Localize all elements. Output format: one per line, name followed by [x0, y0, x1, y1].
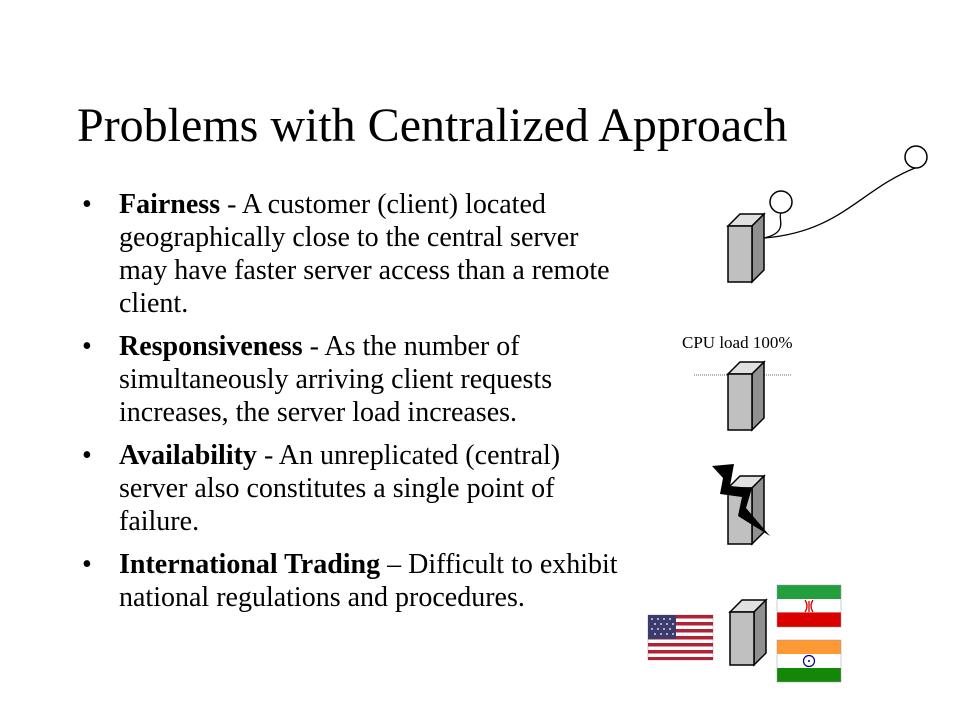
- iran-flag-icon: [777, 585, 841, 627]
- bullet-dot: •: [82, 189, 92, 220]
- usa-flag-icon: [648, 615, 713, 660]
- network-link-near: [764, 213, 781, 238]
- bullet-term: International Trading: [119, 549, 381, 580]
- bullet-dot: •: [82, 331, 92, 362]
- server-icon: [728, 214, 764, 282]
- bullet-text: - A customer (client) located geographically close to the central server may have faster server access than a remote client.: [119, 189, 610, 319]
- bullet-text: – Difficult to exhibit national regulations and procedures.: [119, 549, 618, 613]
- bullet-dot: •: [82, 440, 92, 471]
- india-flag-icon: [777, 640, 841, 682]
- bullet-term: Fairness: [119, 189, 221, 220]
- client-near-icon: [770, 191, 792, 213]
- server-icon: [728, 362, 764, 430]
- bullet-term: Availability: [119, 440, 257, 471]
- server-icon: [730, 600, 766, 665]
- bullet-text: - As the number of simultaneously arriving client requests increases, the server load increases.: [119, 331, 553, 428]
- client-remote-icon: [905, 146, 927, 168]
- bullet-term: Responsiveness: [119, 331, 303, 362]
- bullet-dot: •: [82, 549, 92, 580]
- cpu-load-label: CPU load 100%: [682, 333, 793, 352]
- slide-title: Problems with Centralized Approach: [77, 99, 788, 152]
- bullet-text: - An unreplicated (central) server also constitutes a single point of failure.: [119, 440, 561, 537]
